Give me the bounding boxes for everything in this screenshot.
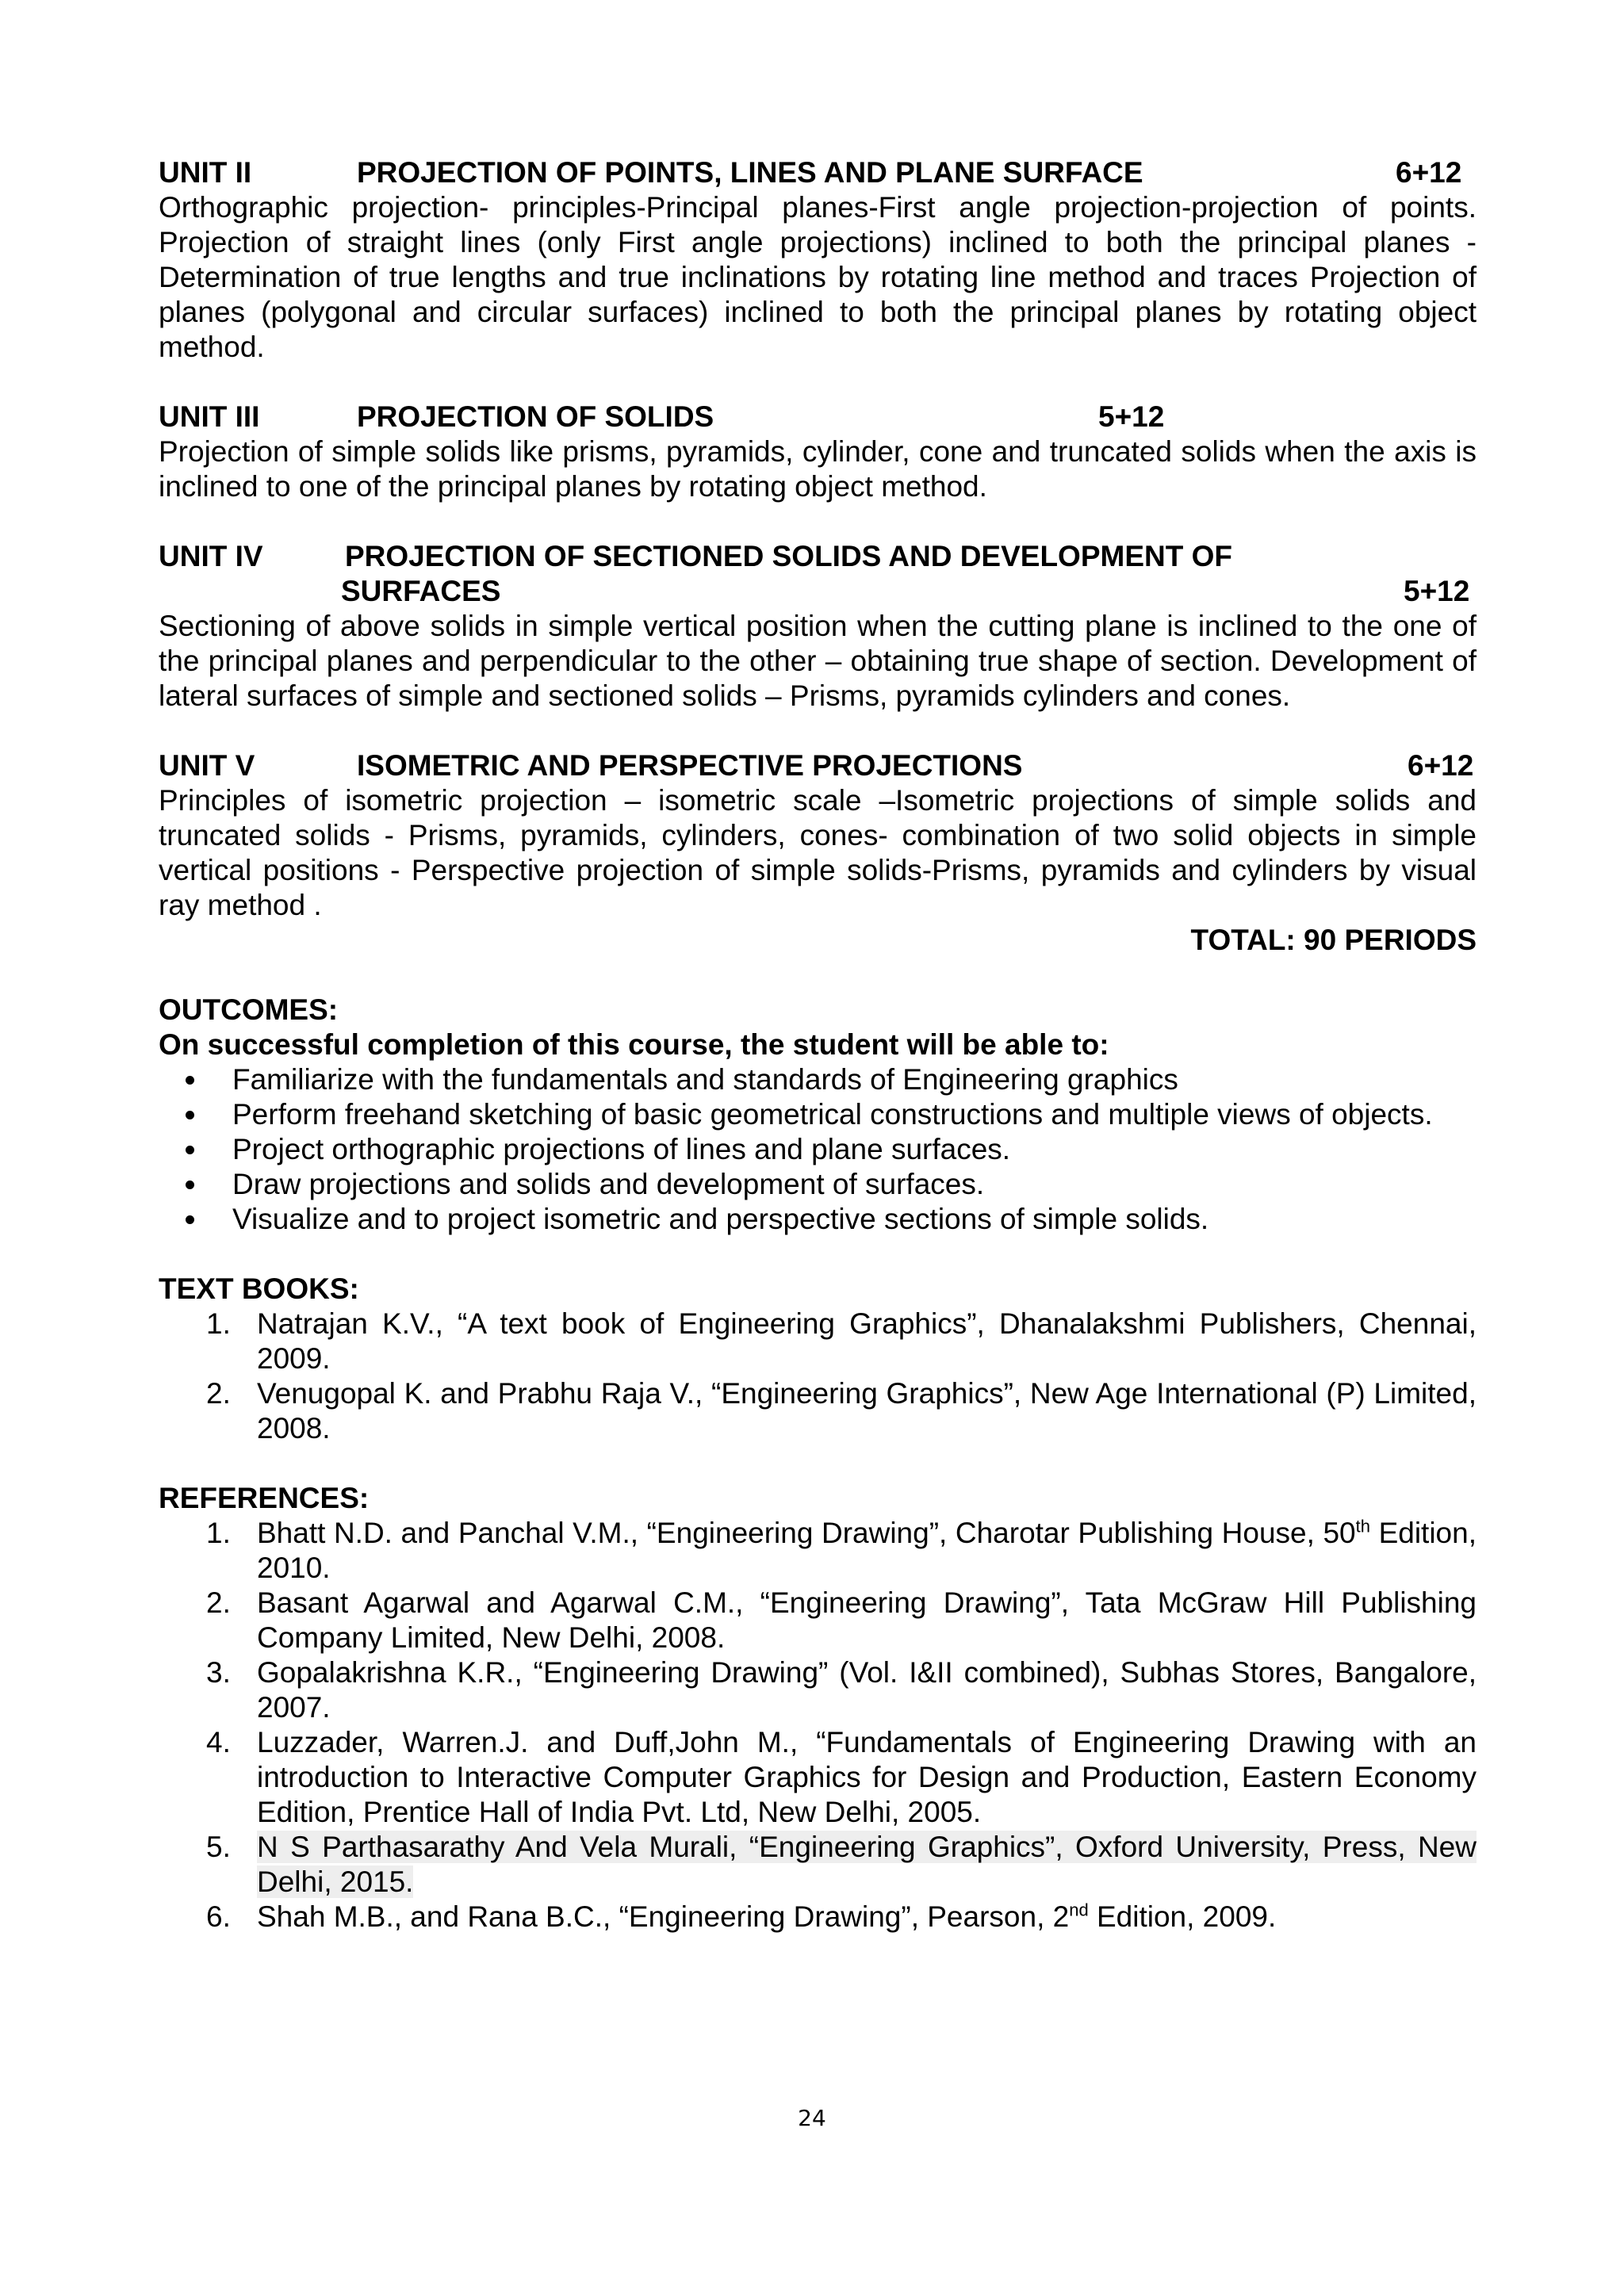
unit-title: ISOMETRIC AND PERSPECTIVE PROJECTIONS bbox=[357, 749, 1023, 782]
list-item: Perform freehand sketching of basic geometrical constructions and multiple views of objects. bbox=[159, 1097, 1477, 1132]
unit-heading-continued bbox=[159, 574, 1477, 609]
references-list bbox=[159, 1516, 1477, 1934]
total-periods: TOTAL: 90 PERIODS bbox=[1190, 924, 1477, 956]
outcomes-heading: OUTCOMES: bbox=[159, 993, 339, 1026]
unit-description: Orthographic projection- principles-Principal planes-First angle projection-projection of points. Projection of straight lines (only First angle projections) inclined to both the principal planes - Determination of true lengths and true inclinations by rotating line method and traces Projection of planes (polygonal and circular surfaces) inclined to both the principal planes by rotating object method. bbox=[159, 191, 1477, 363]
item-text: Bhatt N.D. and Panchal V.M., “Engineering Drawing”, Charotar Publishing House, 50 bbox=[257, 1517, 1356, 1549]
list-item bbox=[159, 1586, 1477, 1655]
item-text: Luzzader, Warren.J. and Duff,John M., “Fundamentals of Engineering Drawing with an introduction to Interactive Computer Graphics for Design and Production, Eastern Economy Edition, Prentice Hall of India Pvt. Ltd, New Delhi, 2005. bbox=[257, 1726, 1477, 1828]
unit-description: Sectioning of above solids in simple vertical position when the cutting plane is inclined to the one of the principal planes and perpendicular to the other – obtaining true shape of section. Development of lateral surfaces of simple and sectioned solids – Prisms, pyramids cylinders and cones. bbox=[159, 610, 1477, 712]
list-item bbox=[159, 1655, 1477, 1725]
list-item bbox=[159, 1725, 1477, 1830]
unit-heading bbox=[159, 155, 1477, 190]
unit-description: Principles of isometric projection – isometric scale –Isometric projections of simple solids and truncated solids - Prisms, pyramids, cylinders, cones- combination of two solid objects in simple vertical positions - Perspective projection of simple solids-Prisms, pyramids and cylinders by visual ray method . bbox=[159, 784, 1477, 921]
list-item: Familiarize with the fundamentals and standards of Engineering graphics bbox=[159, 1062, 1477, 1097]
item-number: 5. bbox=[206, 1831, 231, 1863]
item-number: 2. bbox=[206, 1586, 231, 1619]
item-text: Basant Agarwal and Agarwal C.M., “Engineering Drawing”, Tata McGraw Hill Publishing Company Limited, New Delhi, 2008. bbox=[257, 1586, 1477, 1654]
unit-number: UNIT II bbox=[159, 156, 252, 189]
unit-description: Projection of simple solids like prisms, pyramids, cylinder, cone and truncated solids when the axis is inclined to one of the principal planes by rotating object method. bbox=[159, 435, 1477, 503]
textbooks-list bbox=[159, 1307, 1477, 1446]
item-text: Natrajan K.V., “A text book of Engineering Graphics”, Dhanalakshmi Publishers, Chennai, 2009. bbox=[257, 1307, 1477, 1375]
unit-heading bbox=[159, 748, 1477, 783]
textbooks-heading: TEXT BOOKS: bbox=[159, 1272, 359, 1305]
outcomes-intro: On successful completion of this course, the student will be able to: bbox=[159, 1028, 1109, 1061]
item-text-continued: Edition, 2009. bbox=[1088, 1900, 1277, 1933]
item-number: 4. bbox=[206, 1726, 231, 1758]
item-number: 3. bbox=[206, 1656, 231, 1689]
page-number: 24 bbox=[798, 2105, 826, 2131]
superscript: nd bbox=[1069, 1900, 1089, 1920]
item-number: 1. bbox=[206, 1307, 231, 1340]
unit-hours: 5+12 bbox=[1404, 575, 1470, 607]
list-item bbox=[159, 1516, 1477, 1586]
superscript: th bbox=[1355, 1516, 1370, 1536]
item-text: Gopalakrishna K.R., “Engineering Drawing” (Vol. I&II combined), Subhas Stores, Bangalore, 2007. bbox=[257, 1656, 1477, 1724]
unit-hours: 6+12 bbox=[1396, 156, 1462, 189]
item-number: 2. bbox=[206, 1377, 231, 1410]
unit-title: PROJECTION OF POINTS, LINES AND PLANE SURFACE bbox=[357, 156, 1143, 189]
list-item: Visualize and to project isometric and perspective sections of simple solids. bbox=[159, 1202, 1477, 1237]
unit-title: PROJECTION OF SECTIONED SOLIDS AND DEVELOPMENT OF bbox=[345, 540, 1232, 572]
unit-title-continued: SURFACES bbox=[341, 575, 501, 607]
item-text-continued: Edition, 2010. bbox=[257, 1517, 1477, 1584]
unit-number: UNIT III bbox=[159, 400, 260, 433]
item-text: N S Parthasarathy And Vela Murali, “Engineering Graphics”, Oxford University, Press, New Delhi, 2015. bbox=[257, 1831, 1477, 1898]
item-text: Venugopal K. and Prabhu Raja V., “Engineering Graphics”, New Age International (P) Limited, 2008. bbox=[257, 1377, 1477, 1445]
unit-hours: 5+12 bbox=[1098, 400, 1165, 433]
document-page bbox=[159, 155, 1477, 1934]
unit-heading bbox=[159, 400, 1477, 434]
list-item: Project orthographic projections of lines and plane surfaces. bbox=[159, 1132, 1477, 1167]
list-item bbox=[159, 1830, 1477, 1900]
outcomes-list bbox=[159, 1062, 1477, 1237]
item-number: 1. bbox=[206, 1517, 231, 1549]
unit-hours: 6+12 bbox=[1408, 749, 1474, 782]
list-item bbox=[159, 1376, 1477, 1446]
unit-heading bbox=[159, 539, 1477, 574]
references-heading: REFERENCES: bbox=[159, 1482, 370, 1514]
list-item bbox=[159, 1307, 1477, 1376]
list-item: Draw projections and solids and development of surfaces. bbox=[159, 1167, 1477, 1202]
unit-title: PROJECTION OF SOLIDS bbox=[357, 400, 714, 433]
unit-number: UNIT V bbox=[159, 749, 255, 782]
item-number: 6. bbox=[206, 1900, 231, 1933]
unit-number: UNIT IV bbox=[159, 540, 263, 572]
list-item bbox=[159, 1900, 1477, 1934]
item-text: Shah M.B., and Rana B.C., “Engineering Drawing”, Pearson, 2 bbox=[257, 1900, 1070, 1933]
